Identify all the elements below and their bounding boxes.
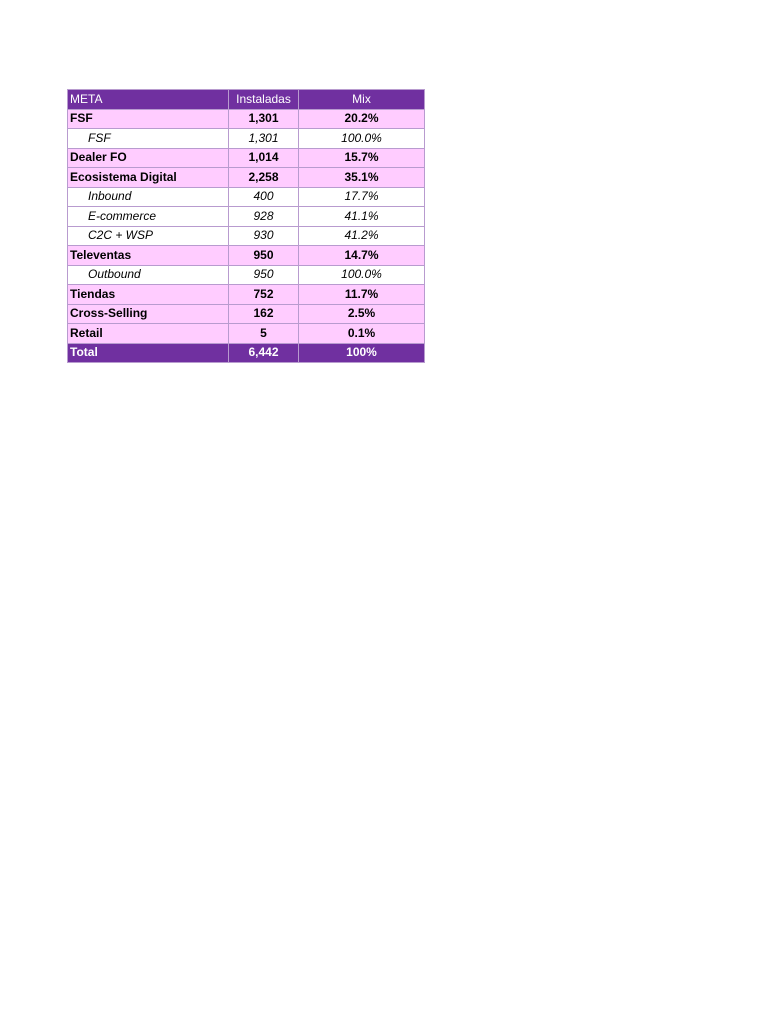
table-row [68,304,425,324]
table-row [68,148,425,168]
table-row [68,246,425,266]
total-instaladas: 6,442 [229,343,299,363]
meta-table [67,89,425,363]
row-mix-cell: 41.2% [299,226,425,246]
table-row [68,285,425,305]
row-label-cell: C2C + WSP [68,226,229,246]
row-instaladas-cell: 752 [229,285,299,305]
row-mix-cell: 15.7% [299,148,425,168]
table-row [68,109,425,129]
table-total-row [68,343,425,363]
row-mix-cell: 17.7% [299,187,425,207]
table-row [68,207,425,227]
row-mix-cell: 35.1% [299,168,425,188]
row-label-cell: FSF [68,129,229,149]
table-row [68,324,425,344]
row-label-cell: Dealer FO [68,148,229,168]
row-instaladas-cell: 1,301 [229,129,299,149]
table-row [68,168,425,188]
row-label-cell: Outbound [68,265,229,285]
row-label-cell: Inbound [68,187,229,207]
row-instaladas-cell: 5 [229,324,299,344]
row-instaladas-cell: 950 [229,246,299,266]
row-mix-cell: 2.5% [299,304,425,324]
row-label-cell: Tiendas [68,285,229,305]
row-label-cell: Cross-Selling [68,304,229,324]
header-mix: Mix [299,90,425,110]
total-mix: 100% [299,343,425,363]
row-instaladas-cell: 1,014 [229,148,299,168]
table-row [68,226,425,246]
row-mix-cell: 14.7% [299,246,425,266]
row-instaladas-cell: 950 [229,265,299,285]
row-mix-cell: 100.0% [299,265,425,285]
row-instaladas-cell: 162 [229,304,299,324]
total-label: Total [68,343,229,363]
row-mix-cell: 100.0% [299,129,425,149]
row-instaladas-cell: 400 [229,187,299,207]
row-instaladas-cell: 1,301 [229,109,299,129]
table-body [68,109,425,343]
header-instaladas: Instaladas [229,90,299,110]
row-mix-cell: 41.1% [299,207,425,227]
row-mix-cell: 0.1% [299,324,425,344]
table-row [68,129,425,149]
row-instaladas-cell: 2,258 [229,168,299,188]
table-row [68,187,425,207]
row-mix-cell: 20.2% [299,109,425,129]
row-instaladas-cell: 928 [229,207,299,227]
table-row [68,265,425,285]
row-label-cell: Ecosistema Digital [68,168,229,188]
row-mix-cell: 11.7% [299,285,425,305]
header-meta: META [68,90,229,110]
row-label-cell: E-commerce [68,207,229,227]
table-header-row [68,90,425,110]
row-instaladas-cell: 930 [229,226,299,246]
row-label-cell: Televentas [68,246,229,266]
row-label-cell: Retail [68,324,229,344]
row-label-cell: FSF [68,109,229,129]
